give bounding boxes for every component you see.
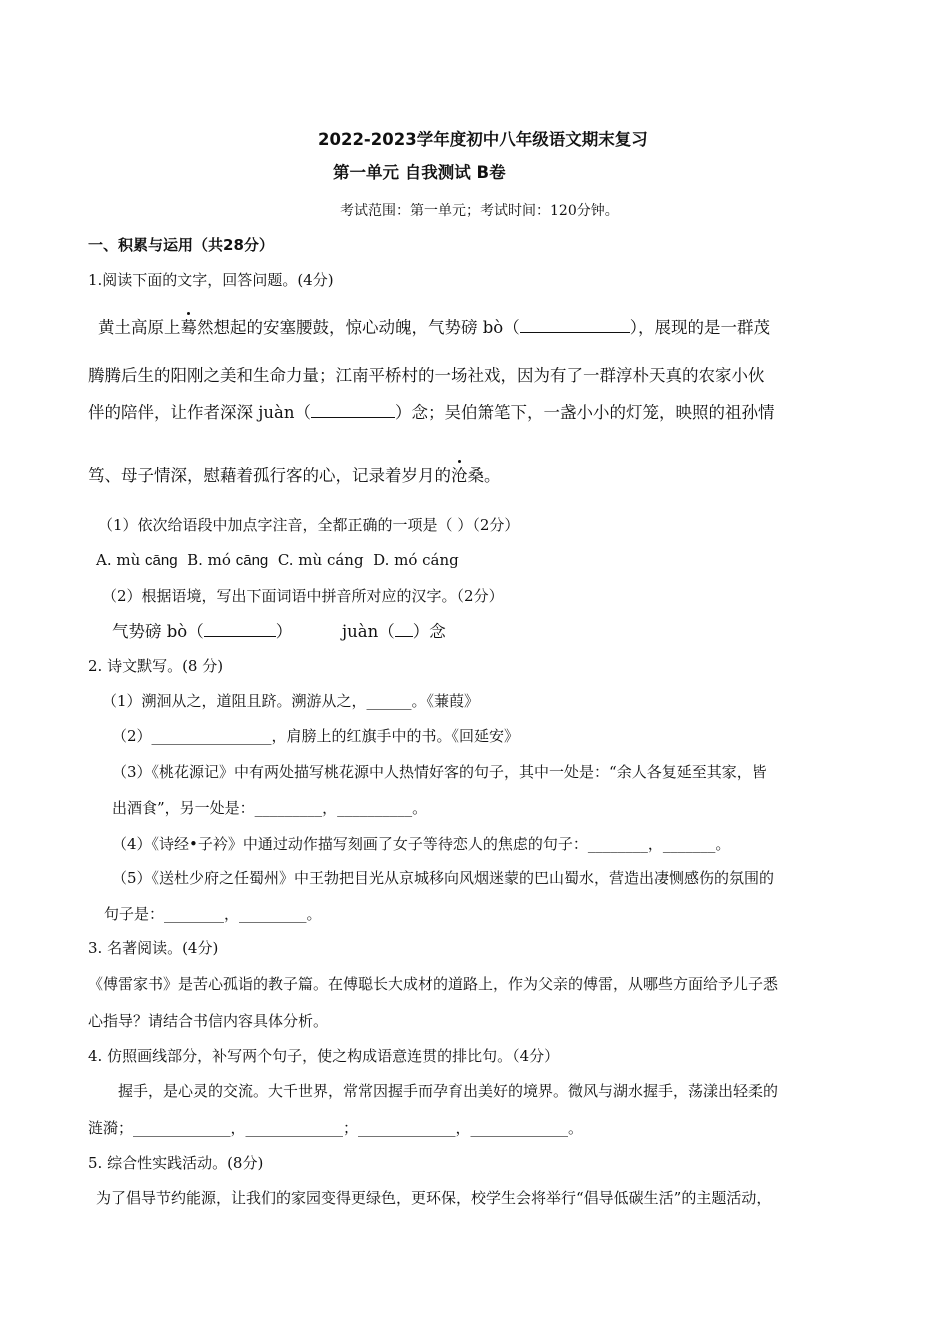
q4-prompt: 4. 仿照画线部分，补写两个句子，使之构成语意连贯的排比句。（4分） (88, 1047, 560, 1065)
dotted-char: 蓦 (180, 318, 197, 337)
answer-blank[interactable] (311, 402, 395, 418)
fill-label: juàn（ (342, 622, 395, 641)
q4-line2: 涟漪；_____________，_____________；_____________，_____________。 (88, 1119, 584, 1137)
option-d: D. mó cáng (373, 551, 459, 569)
exam-title: 2022-2023学年度初中八年级语文期末复习 (318, 130, 648, 149)
q2-line2: （2）________________，肩膀上的红旗手中的书。《回延安》 (112, 727, 520, 745)
q1-passage-line1 (98, 317, 770, 338)
q1-sub1: （1）依次给语段中加点字注音，全都正确的一项是（ ）（2分） (98, 516, 520, 534)
option-b-pinyin: cāng (235, 552, 269, 569)
q5-prompt: 5. 综合性实践活动。(8分) (88, 1154, 264, 1172)
q3-prompt: 3. 名著阅读。(4分) (88, 939, 219, 957)
q1-passage-line2: 腾腾后生的阳刚之美和生命力量；江南平桥村的一场社戏，因为有了一群淳朴天真的农家小伙 (88, 366, 765, 385)
q2-line3a: （3）《桃花源记》中有两处描写桃花源中人热情好客的句子，其中一处是：“余人各复延至其家，皆 (112, 763, 767, 781)
answer-blank[interactable] (204, 621, 276, 637)
q1-sub2: （2）根据语境，写出下面词语中拼音所对应的汉字。（2分） (102, 587, 504, 605)
passage-text: 桑。 (467, 466, 501, 485)
fill-label: ）念 (412, 622, 446, 641)
option-c: C. mù cáng (277, 551, 364, 569)
q1-prompt: 1.阅读下面的文字，回答问题。(4分) (88, 271, 334, 289)
fill-label: ） (275, 622, 293, 641)
q2-line5b: 句子是：________，_________。 (104, 905, 322, 923)
exam-subtitle: 第一单元 自我测试 B卷 (333, 163, 506, 182)
passage-text: ），展现的是一群茂 (629, 318, 770, 337)
q1-options (96, 550, 459, 571)
q2-line4: （4）《诗经•子衿》中通过动作描写刻画了女子等待恋人的焦虑的句子：________，_______。 (112, 835, 731, 853)
passage-text: 然想起的安塞腰鼓，惊心动魄，气势磅 bò（ (197, 318, 520, 337)
passage-text: 伴的陪伴，让作者深深 juàn（ (88, 403, 311, 422)
section-heading: 一、积累与运用（共28分） (88, 236, 274, 254)
passage-text: ）念；吴伯箫笔下，一盏小小的灯笼，映照的祖孙情 (394, 403, 775, 422)
exam-scope: 考试范围：第一单元；考试时间：120分钟。 (340, 203, 619, 219)
q1-passage-line3 (88, 402, 774, 423)
q5-line1: 为了倡导节约能源，让我们的家园变得更绿色，更环保，校学生会将举行“倡导低碳生活”的主题活动， (96, 1189, 772, 1207)
q3-line2: 心指导？请结合书信内容具体分析。 (88, 1012, 329, 1030)
passage-text: 黄土高原上 (98, 318, 181, 337)
q1-fill-line2 (342, 621, 446, 642)
q3-line1: 《傅雷家书》是苦心孤诣的教子篇。在傅聪长大成材的道路上，作为父亲的傅雷，从哪些方面给予儿子悉 (88, 975, 779, 993)
answer-blank[interactable] (520, 317, 630, 333)
q1-passage-line4 (88, 466, 501, 486)
option-b: B. mó (187, 551, 231, 569)
q2-line3b: 出酒食”，另一处是：_________，__________。 (112, 799, 428, 817)
q1-fill-line (112, 621, 292, 642)
q4-line1: 握手，是心灵的交流。大千世界，常常因握手而孕育出美好的境界。微风与湖水握手，荡漾出轻柔的 (118, 1082, 779, 1100)
q2-prompt: 2. 诗文默写。(8 分) (88, 657, 224, 675)
passage-text: 笃、母子情深，慰藉着孤行客的心，记录着岁月的 (88, 466, 451, 485)
answer-blank[interactable] (395, 621, 413, 637)
q2-line5a: （5）《送杜少府之任蜀州》中王勃把目光从京城移向风烟迷蒙的巴山蜀水，营造出凄恻感伤的氛围的 (112, 869, 775, 887)
q2-line1: （1）溯洄从之，道阻且跻。溯游从之，______。《蒹葭》 (102, 692, 480, 710)
dotted-char: 沧 (451, 466, 468, 485)
fill-label: 气势磅 bò（ (112, 622, 204, 641)
option-a: A. mù (96, 551, 141, 569)
option-a-pinyin: cāng (145, 552, 178, 569)
